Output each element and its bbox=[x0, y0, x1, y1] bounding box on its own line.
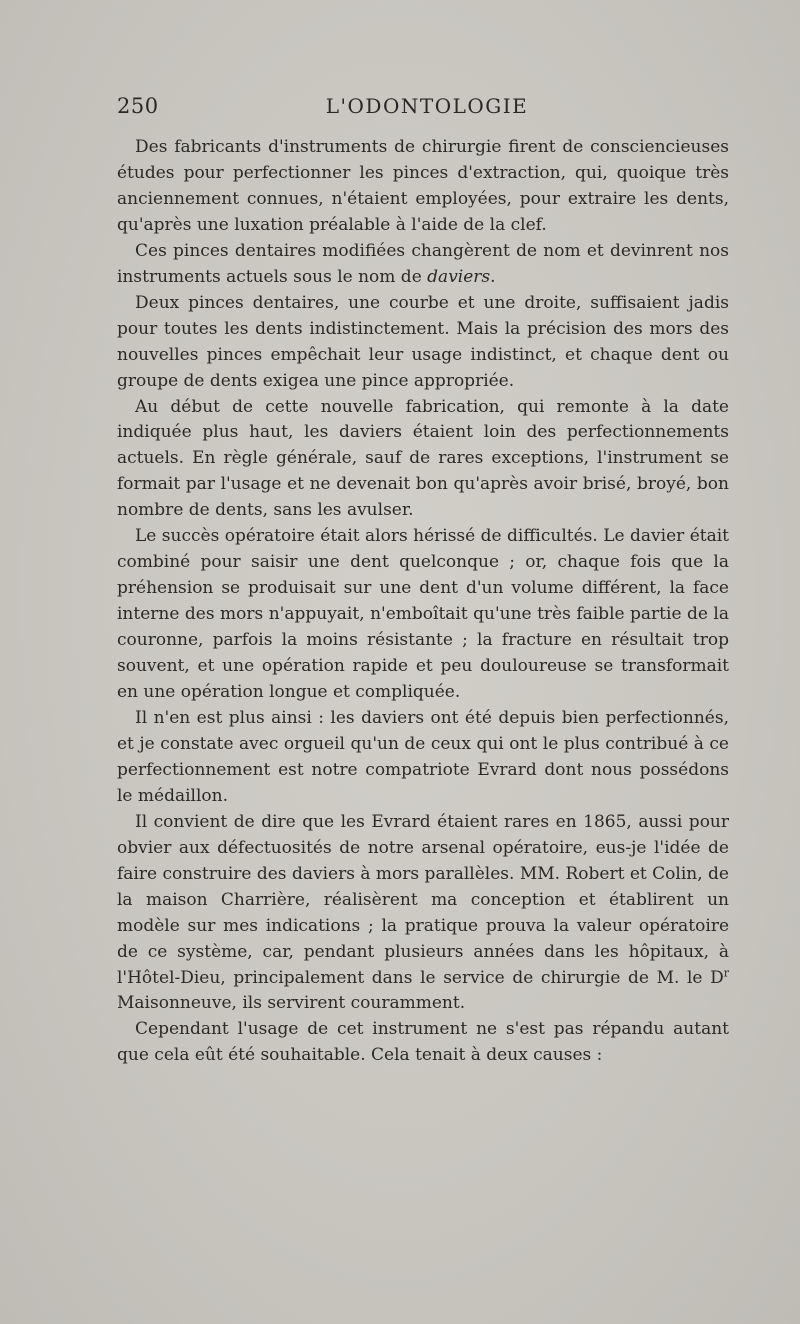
paragraph bbox=[117, 239, 729, 291]
paragraph bbox=[117, 810, 729, 1018]
paragraph-text: Maisonneuve, ils servirent couramment. bbox=[117, 993, 466, 1014]
paragraph-text: Il convient de dire que les Evrard étaient rares en 1865, aussi pour obvier aux défectuosités de notre arsenal opératoire, eus-je l'idée de faire construire des daviers à mors parallèles. MM. Robert et Colin, de la maison Charrière, réalisèrent ma conception et établirent un modèle sur mes indications ; la pratique prouva la valeur opératoire de ce système, car, pendant plusieurs années dans les hôpitaux, à l'Hôtel-Dieu, principalement dans le service de chirurgie de M. le D bbox=[117, 811, 729, 988]
paragraph-text: Ces pinces dentaires modifiées changèrent de nom et devinrent nos instruments actuels sous le nom de bbox=[117, 240, 729, 287]
italic-term: daviers bbox=[427, 266, 491, 287]
running-head bbox=[117, 94, 737, 124]
paragraph-text: . bbox=[490, 266, 496, 287]
paragraph: Cependant l'usage de cet instrument ne s'est pas répandu autant que cela eût été souhaitable. Cela tenait à deux causes : bbox=[117, 1019, 729, 1066]
paragraph: Deux pinces dentaires, une courbe et une droite, suffisaient jadis pour toutes les dents indistinctement. Mais la précision des mors des nouvelles pinces empêchait leur usage indistinct, et chaque dent ou groupe de dents exigea une pince appropriée. bbox=[117, 292, 729, 391]
paragraph: Au début de cette nouvelle fabrication, qui remonte à la date indiquée plus haut, les daviers étaient loin des perfectionnements actuels. En règle générale, sauf de rares exceptions, l'instrument se formait par l'usage et ne devenait bon qu'après avoir brisé, broyé, bon nombre de dents, sans les avulser. bbox=[117, 396, 729, 521]
page-number: 250 bbox=[117, 94, 159, 118]
running-title: L'ODONTOLOGIE bbox=[325, 94, 529, 118]
paragraph: Il n'en est plus ainsi : les daviers ont été depuis bien perfectionnés, et je constate avec orgueil qu'un de ceux qui ont le plus contribué à ce perfectionnement est notre compatriote Evrard dont nous possédons le médaillon. bbox=[117, 707, 729, 806]
body-text bbox=[117, 135, 729, 1069]
superscript: r bbox=[723, 965, 729, 979]
paragraph: Le succès opératoire était alors hérissé de difficultés. Le davier était combiné pour saisir une dent quelconque ; or, chaque fois que la préhension se produisait sur une dent d'un volume différent, la face interne des mors n'appuyait, n'emboîtait qu'une très faible partie de la couronne, parfois la moins résistante ; la fracture en résultait trop souvent, et une opération rapide et peu douloureuse se transformait en une opération longue et compliquée. bbox=[117, 526, 729, 703]
paragraph: Des fabricants d'instruments de chirurgie firent de consciencieuses études pour perfectionner les pinces d'extraction, qui, quoique très anciennement connues, n'étaient employées, pour extraire les dents, qu'après une luxation préalable à l'aide de la clef. bbox=[117, 137, 729, 235]
